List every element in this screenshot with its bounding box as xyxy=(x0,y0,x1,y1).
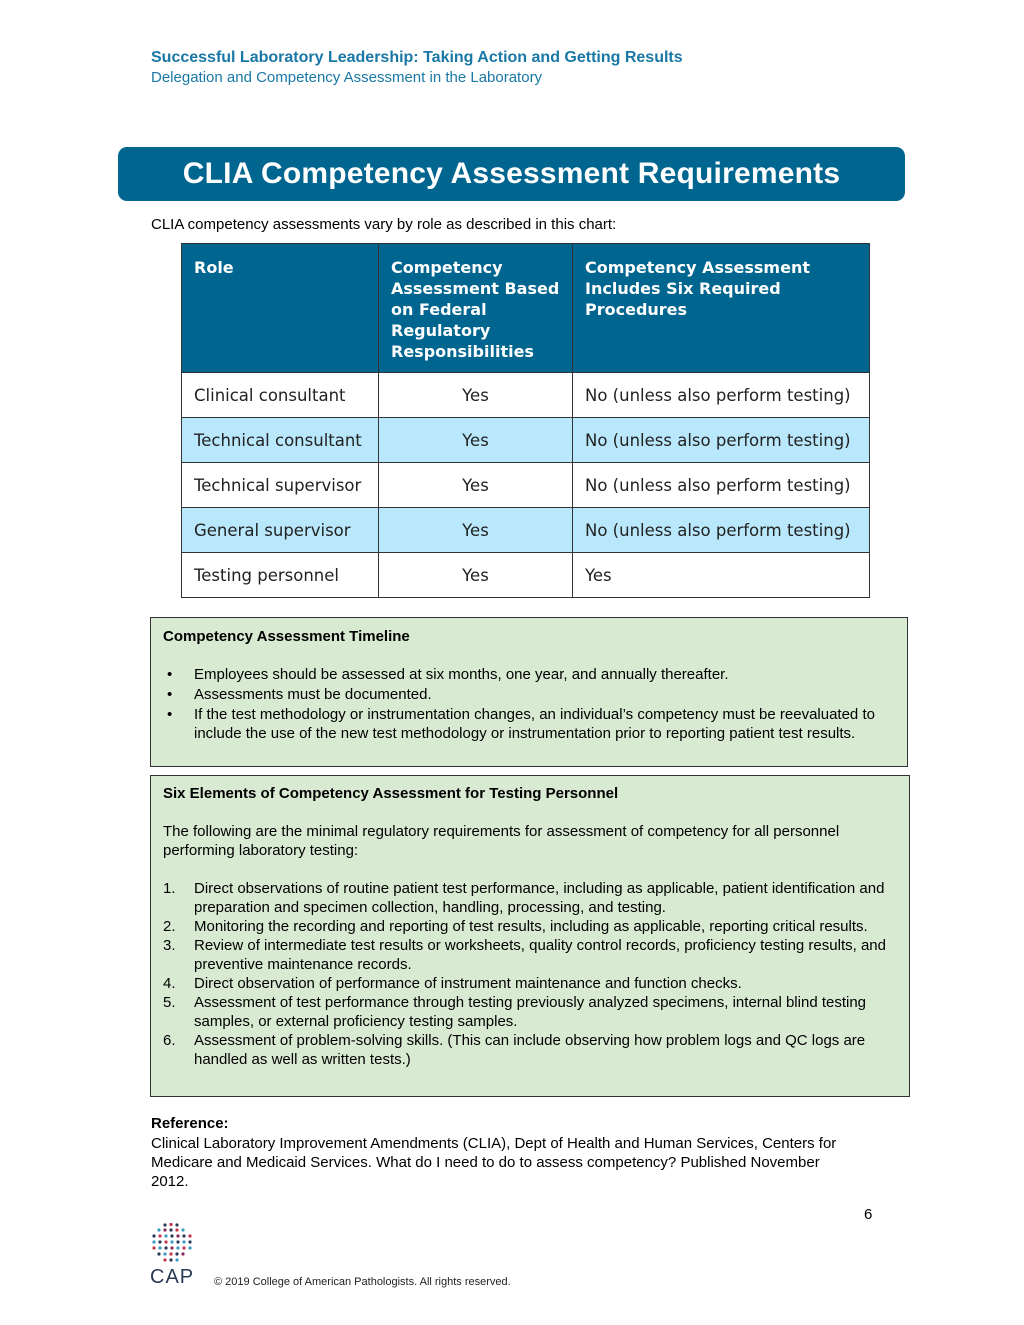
timeline-box xyxy=(150,617,908,767)
list-item xyxy=(163,974,897,993)
section-title: CLIA Competency Assessment Requirements xyxy=(182,157,841,190)
six-elements-list xyxy=(163,879,897,1069)
list-item-text: Assessments must be documented. xyxy=(194,686,432,703)
table-cell-role: Technical supervisor xyxy=(182,463,379,508)
copyright-text: © 2019 College of American Pathologists. All rights reserved. xyxy=(214,1276,511,1288)
table-cell-federal: Yes xyxy=(379,553,573,598)
table-row xyxy=(182,463,870,508)
document-header-title: Successful Laboratory Leadership: Taking Action and Getting Results xyxy=(151,49,683,66)
table-cell-role: Technical consultant xyxy=(182,418,379,463)
list-number: 6. xyxy=(163,1032,176,1049)
list-item-text: Employees should be assessed at six months, one year, and annually thereafter. xyxy=(194,666,729,683)
list-item xyxy=(163,917,897,936)
page-number: 6 xyxy=(864,1206,873,1223)
cap-logo-text: CAP xyxy=(150,1266,195,1288)
table-header-role: Role xyxy=(182,244,379,373)
table-header-row xyxy=(182,244,870,373)
table-cell-role: General supervisor xyxy=(182,508,379,553)
table-row xyxy=(182,373,870,418)
list-number: 2. xyxy=(163,918,176,935)
table-header-six-procedures: Competency Assessment Includes Six Required Procedures xyxy=(573,244,870,373)
table-cell-six-procedures: Yes xyxy=(573,553,870,598)
list-item xyxy=(163,993,897,1031)
list-item-text: If the test methodology or instrumentation changes, an individual’s competency must be reevaluated to include the use of the new test methodology or instrumentation prior to reporting patient test results. xyxy=(194,706,875,742)
table-row xyxy=(182,418,870,463)
list-number: 4. xyxy=(163,975,176,992)
section-banner xyxy=(118,147,905,201)
bullet-icon: • xyxy=(167,666,173,683)
table-cell-role: Testing personnel xyxy=(182,553,379,598)
list-item xyxy=(163,665,895,684)
timeline-box-title: Competency Assessment Timeline xyxy=(163,628,410,645)
list-number: 5. xyxy=(163,994,176,1011)
six-elements-intro: The following are the minimal regulatory requirements for assessment of competency for all personnel performing laboratory testing: xyxy=(163,823,840,859)
list-item-text: Monitoring the recording and reporting of test results, including as applicable, reporting critical results. xyxy=(194,918,868,935)
table-cell-six-procedures: No (unless also perform testing) xyxy=(573,373,870,418)
intro-text: CLIA competency assessments vary by role as described in this chart: xyxy=(151,216,617,233)
six-elements-title: Six Elements of Competency Assessment for Testing Personnel xyxy=(163,785,619,802)
bullet-icon: • xyxy=(167,706,173,723)
list-item-text: Assessment of problem-solving skills. (This can include observing how problem logs and QC logs are handled as well as written tests.) xyxy=(194,1032,866,1068)
competency-table xyxy=(181,243,870,598)
table-cell-federal: Yes xyxy=(379,373,573,418)
reference-text: Clinical Laboratory Improvement Amendments (CLIA), Dept of Health and Human Services, Centers for Medicare and Medicaid Services. What do I need to do to assess competency? Published November 2012. xyxy=(151,1135,837,1190)
table-cell-six-procedures: No (unless also perform testing) xyxy=(573,463,870,508)
six-elements-box xyxy=(150,775,910,1097)
list-item xyxy=(163,879,897,917)
list-item xyxy=(163,685,895,704)
table-cell-role: Clinical consultant xyxy=(182,373,379,418)
list-item-text: Direct observations of routine patient test performance, including as applicable, patient identification and preparation and specimen collection, handling, processing, and testing. xyxy=(194,880,885,916)
cap-logo-icon xyxy=(148,1222,194,1264)
table-cell-six-procedures: No (unless also perform testing) xyxy=(573,418,870,463)
bullet-icon: • xyxy=(167,686,173,703)
list-item xyxy=(163,705,895,743)
list-item-text: Direct observation of performance of instrument maintenance and function checks. xyxy=(194,975,742,992)
table-header-federal: Competency Assessment Based on Federal Regulatory Responsibilities xyxy=(379,244,573,373)
document-header-subtitle: Delegation and Competency Assessment in the Laboratory xyxy=(151,69,543,86)
timeline-bullet-list xyxy=(163,665,895,743)
list-item xyxy=(163,1031,897,1069)
table-row xyxy=(182,508,870,553)
list-number: 3. xyxy=(163,937,176,954)
table-row xyxy=(182,553,870,598)
table-cell-six-procedures: No (unless also perform testing) xyxy=(573,508,870,553)
list-item-text: Assessment of test performance through testing previously analyzed specimens, internal blind testing samples, or external proficiency testing samples. xyxy=(194,994,867,1030)
list-number: 1. xyxy=(163,880,176,897)
reference-label: Reference: xyxy=(151,1115,229,1132)
table-cell-federal: Yes xyxy=(379,418,573,463)
table-cell-federal: Yes xyxy=(379,463,573,508)
list-item xyxy=(163,936,897,974)
table-cell-federal: Yes xyxy=(379,508,573,553)
list-item-text: Review of intermediate test results or worksheets, quality control records, proficiency testing results, and preventive maintenance records. xyxy=(194,937,886,973)
